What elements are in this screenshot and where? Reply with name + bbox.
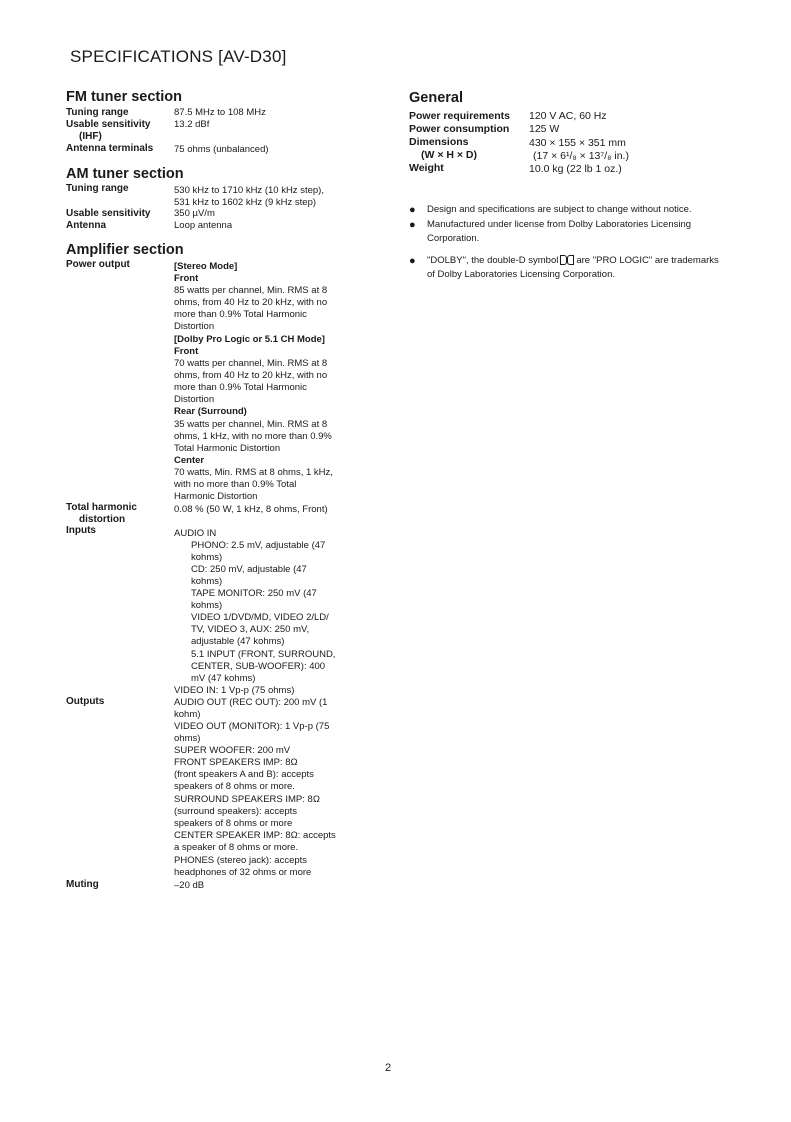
bullet-icon: ● — [409, 219, 416, 231]
amplifier-section-heading: Amplifier section — [66, 242, 184, 258]
fm-tuning-label: Tuning range — [66, 107, 129, 118]
am-tuning-value-2: 531 kHz to 1602 kHz (9 kHz step) — [174, 197, 317, 208]
fm-sensitivity-label: Usable sensitivity — [66, 119, 151, 130]
input-line: adjustable (47 kohms) — [191, 636, 285, 647]
power-line-front-heading: Front — [174, 346, 199, 357]
output-line: ohms) — [174, 733, 201, 744]
fm-sensitivity-label-ihf: (IHF) — [79, 131, 102, 142]
power-line-stereo-mode: [Stereo Mode] — [174, 261, 238, 272]
thd-label: Total harmonic — [66, 502, 137, 513]
input-line: TV, VIDEO 3, AUX: 250 mV, — [191, 624, 310, 635]
general-section-heading: General — [409, 90, 463, 106]
power-line: Distortion — [174, 321, 215, 332]
power-line: ohms, from 40 Hz to 20 kHz, with no — [174, 297, 328, 308]
input-line: TAPE MONITOR: 250 mV (47 — [191, 588, 317, 599]
page-title: SPECIFICATIONS [AV-D30] — [70, 47, 287, 66]
output-line: speakers of 8 ohms or more. — [174, 781, 295, 792]
am-sensitivity-value: 350 µV/m — [174, 208, 215, 219]
output-line: CENTER SPEAKER IMP: 8Ω: accepts — [174, 830, 336, 841]
input-line: PHONO: 2.5 mV, adjustable (47 — [191, 540, 326, 551]
dimensions-value-2: (17 × 6¹/₈ × 13⁷/₈ in.) — [533, 150, 629, 162]
output-line: SURROUND SPEAKERS IMP: 8Ω — [174, 794, 320, 805]
output-line: a speaker of 8 ohms or more. — [174, 842, 299, 853]
power-line: 35 watts per channel, Min. RMS at 8 — [174, 419, 328, 430]
output-line: SUPER WOOFER: 200 mV — [174, 745, 291, 756]
input-line: kohms) — [191, 552, 223, 563]
power-line-center-heading: Center — [174, 455, 205, 466]
input-line: kohms) — [191, 576, 223, 587]
output-line: speakers of 8 ohms or more — [174, 818, 293, 829]
fm-antenna-label: Antenna terminals — [66, 143, 154, 154]
inputs-audio-in: AUDIO IN — [174, 528, 217, 539]
power-line: with no more than 0.9% Total — [174, 479, 297, 490]
power-line-pro-logic-mode: [Dolby Pro Logic or 5.1 CH Mode] — [174, 334, 325, 345]
output-line: kohm) — [174, 709, 201, 720]
power-line: ohms, 1 kHz, with no more than 0.9% — [174, 431, 332, 442]
output-line: PHONES (stereo jack): accepts — [174, 855, 308, 866]
outputs-label: Outputs — [66, 696, 105, 707]
am-section-heading: AM tuner section — [66, 166, 184, 182]
power-output-label: Power output — [66, 259, 130, 270]
power-consumption-label: Power consumption — [409, 123, 510, 135]
dimensions-label: Dimensions — [409, 136, 469, 148]
note-text-part-1: "DOLBY", the double-D symbol — [427, 255, 559, 266]
am-sensitivity-label: Usable sensitivity — [66, 208, 151, 219]
power-line: 70 watts per channel, Min. RMS at 8 — [174, 358, 328, 369]
power-line: more than 0.9% Total Harmonic — [174, 309, 307, 320]
input-line: kohms) — [191, 600, 223, 611]
power-line: Harmonic Distortion — [174, 491, 258, 502]
weight-value: 10.0 kg (22 lb 1 oz.) — [529, 163, 622, 175]
power-consumption-value: 125 W — [529, 123, 560, 135]
note-text-part-2: are "PRO LOGIC" are trademarks of Dolby Laboratories Licensing Corporation. — [427, 255, 719, 280]
power-requirements-value: 120 V AC, 60 Hz — [529, 110, 607, 122]
inputs-label: Inputs — [66, 525, 96, 536]
note-text: Design and specifications are subject to change without notice. — [427, 204, 692, 215]
power-line: 85 watts per channel, Min. RMS at 8 — [174, 285, 328, 296]
power-line: 70 watts, Min. RMS at 8 ohms, 1 kHz, — [174, 467, 333, 478]
power-line: Total Harmonic Distortion — [174, 443, 281, 454]
bullet-icon: ● — [409, 255, 416, 267]
fm-tuning-value: 87.5 MHz to 108 MHz — [174, 107, 266, 118]
input-line: mV (47 kohms) — [191, 673, 256, 684]
dimensions-label-2: (W × H × D) — [421, 149, 478, 161]
dimensions-value: 430 × 155 × 351 mm — [529, 137, 626, 149]
thd-value: 0.08 % (50 W, 1 kHz, 8 ohms, Front) — [174, 504, 328, 515]
am-tuning-label: Tuning range — [66, 183, 129, 194]
output-line: FRONT SPEAKERS IMP: 8Ω — [174, 757, 298, 768]
input-line: CD: 250 mV, adjustable (47 — [191, 564, 307, 575]
power-line: ohms, from 40 Hz to 20 kHz, with no — [174, 370, 328, 381]
output-line: (front speakers A and B): accepts — [174, 769, 314, 780]
am-antenna-value: Loop antenna — [174, 220, 233, 231]
bullet-icon: ● — [409, 204, 416, 216]
input-line: VIDEO 1/DVD/MD, VIDEO 2/LD/ — [191, 612, 329, 623]
fm-antenna-value: 75 ohms (unbalanced) — [174, 144, 269, 155]
page-number: 2 — [385, 1062, 392, 1074]
weight-label: Weight — [409, 162, 444, 174]
input-line: CENTER, SUB-WOOFER): 400 — [191, 661, 326, 672]
inputs-video-in: VIDEO IN: 1 Vp-p (75 ohms) — [174, 685, 295, 696]
am-antenna-label: Antenna — [66, 220, 106, 231]
output-line: headphones of 32 ohms or more — [174, 867, 312, 878]
note-text — [427, 254, 719, 282]
power-line: Distortion — [174, 394, 215, 405]
muting-value: –20 dB — [174, 880, 205, 891]
power-line-rear-heading: Rear (Surround) — [174, 406, 247, 417]
thd-label-2: distortion — [79, 514, 126, 525]
input-line: 5.1 INPUT (FRONT, SURROUND, — [191, 649, 336, 660]
output-line: VIDEO OUT (MONITOR): 1 Vp-p (75 — [174, 721, 330, 732]
power-line: more than 0.9% Total Harmonic — [174, 382, 307, 393]
power-line-front-heading: Front — [174, 273, 199, 284]
double-d-icon — [560, 255, 574, 264]
note-text: Manufactured under license from Dolby Laboratories Licensing Corporation. — [427, 219, 692, 244]
output-line: AUDIO OUT (REC OUT): 200 mV (1 — [174, 697, 328, 708]
fm-sensitivity-value: 13.2 dBf — [174, 119, 210, 130]
am-tuning-value-1: 530 kHz to 1710 kHz (10 kHz step), — [174, 185, 324, 196]
fm-section-heading: FM tuner section — [66, 89, 183, 105]
output-line: (surround speakers): accepts — [174, 806, 298, 817]
muting-label: Muting — [66, 879, 99, 890]
power-requirements-label: Power requirements — [409, 110, 510, 122]
